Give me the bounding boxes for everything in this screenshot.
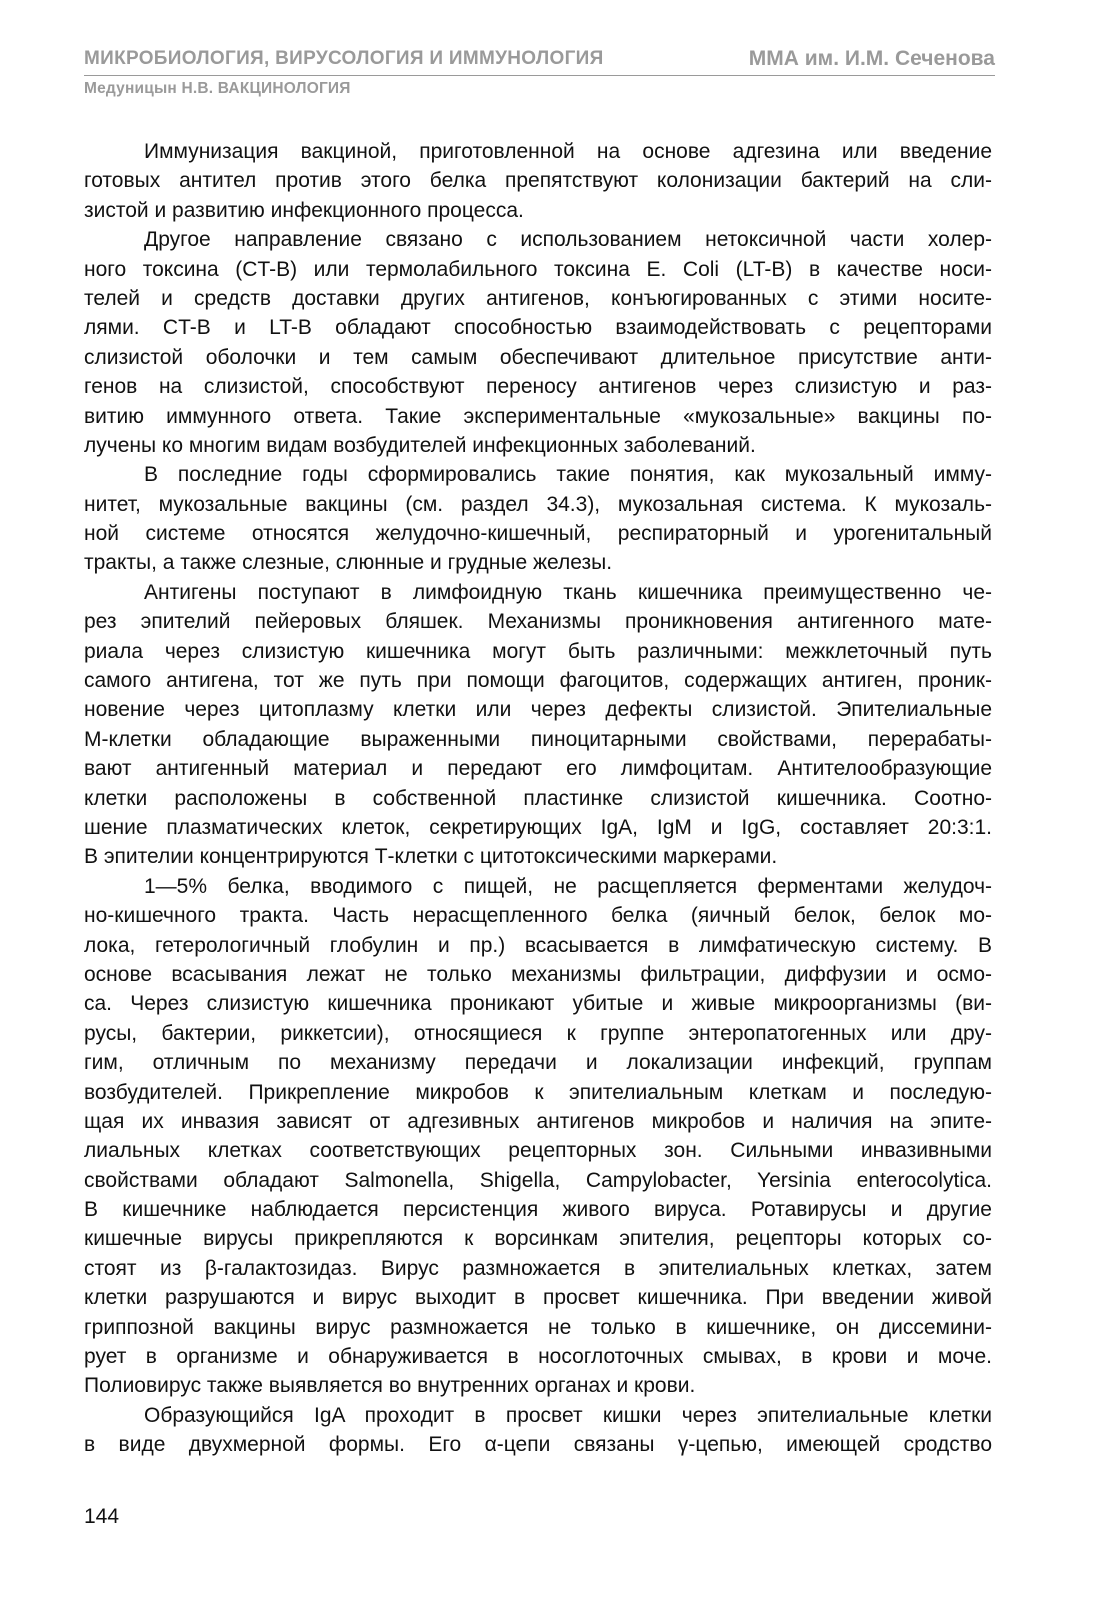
text-line: щая их инвазия зависят от адгезивных антигенов микробов и наличия на эпите- [84,1109,992,1133]
text-line: в виде двухмерной формы. Его α-цепи связаны γ-цепью, имеющей сродство [84,1433,992,1457]
text-line: ной системе относятся желудочно-кишечный, респираторный и урогенитальный [84,522,992,546]
text-line: вают антигенный материал и передают его лимфоцитам. Антителообразующие [84,757,992,781]
text-line: готовых антител против этого белка препятствуют колонизации бактерий на сли- [84,169,992,193]
paragraph [84,137,992,225]
text-line: В кишечнике наблюдается персистенция живого вируса. Ротавирусы и другие [84,1198,992,1222]
text-line: самого антигена, тот же путь при помощи фагоцитов, содержащих антиген, проник- [84,669,992,693]
text-line: риала через слизистую кишечника могут быть различными: межклеточный путь [84,639,992,663]
text-line: Образующийся IgA проходит в просвет кишки через эпителиальные клетки [144,1403,992,1427]
text-line: генов на слизистой, способствуют переносу антигенов через слизистую и раз- [84,375,992,399]
text-line: са. Через слизистую кишечника проникают убитые и живые микроорганизмы (ви- [84,992,992,1016]
paragraph [84,872,992,1401]
header-subtitle: Медуницын Н.В. ВАКЦИНОЛОГИЯ [84,80,351,97]
header-right-title: ММА им. И.М. Сеченова [748,47,995,70]
text-line: рез эпителий пейеровых бляшек. Механизмы проникновения антигенного мате- [84,610,992,634]
text-line: тракты, а также слезные, слюнные и грудные железы. [84,551,613,575]
header-left-title: МИКРОБИОЛОГИЯ, ВИРУСОЛОГИЯ И ИММУНОЛОГИЯ [84,48,604,69]
text-line: лока, гетерологичный глобулин и пр.) всасывается в лимфатическую систему. В [84,933,992,957]
text-line: основе всасывания лежат не только механизмы фильтрации, диффузии и осмо- [84,962,992,986]
text-line: нитет, мукозальные вакцины (см. раздел 34.3), мукозальная система. К мукозаль- [84,492,992,516]
text-line: клетки расположены в собственной пластинке слизистой кишечника. Соотно- [84,786,992,810]
text-line: стоят из β-галактозидаз. Вирус размножается в эпителиальных клетках, затем [84,1256,992,1280]
text-line: возбудителей. Прикрепление микробов к эпителиальным клеткам и последую- [84,1080,992,1104]
text-line: зистой и развитию инфекционного процесса. [84,198,524,222]
text-line: Другое направление связано с использованием нетоксичной части холер- [144,228,992,252]
page-number: 144 [84,1505,120,1528]
text-line: лями. CT-B и LT-B обладают способностью взаимодействовать с рецепторами [84,316,992,340]
paragraph [84,1401,992,1460]
text-line: В последние годы сформировались такие понятия, как мукозальный имму- [144,463,992,487]
text-line: но-кишечного тракта. Часть нерасщепленного белка (яичный белок, белок мо- [84,904,992,928]
text-line: рует в организме и обнаруживается в носоглоточных смывах, в крови и моче. [84,1345,992,1369]
paragraph [84,460,992,578]
running-header [84,48,995,76]
text-line: В эпителии концентрируются Т-клетки с цитотоксическими маркерами. [84,845,778,869]
text-line: 1—5% белка, вводимого с пищей, не расщепляется ферментами желудоч- [144,874,992,898]
text-line: гим, отличным по механизму передачи и локализации инфекций, группам [84,1051,992,1075]
text-line: клетки разрушаются и вирус выходит в просвет кишечника. При введении живой [84,1286,992,1310]
body-text [84,137,992,1460]
text-line: ного токсина (CT-B) или термолабильного токсина E. Coli (LT-B) в качестве носи- [84,257,992,281]
text-line: Полиовирус также выявляется во внутренних органах и крови. [84,1374,696,1398]
text-line: лиальных клетках соответствующих рецепторных зон. Сильными инвазивными [84,1139,992,1163]
text-line: Иммунизация вакциной, приготовленной на основе адгезина или введение [144,140,992,163]
paragraph [84,578,992,872]
text-line: лучены ко многим видам возбудителей инфекционных заболеваний. [84,433,756,457]
text-line: телей и средств доставки других антигенов, конъюгированных с этими носите- [84,286,992,310]
text-line: шение плазматических клеток, секретирующих IgA, IgM и IgG, составляет 20:3:1. [84,815,992,839]
paragraph [84,225,992,460]
text-line: гриппозной вакцины вирус размножается не только в кишечнике, он диссемини- [84,1315,992,1339]
text-line: витию иммунного ответа. Такие экспериментальные «мукозальные» вакцины по- [84,404,992,428]
text-line: М-клетки обладающие выраженными пиноцитарными свойствами, перерабаты- [84,727,992,751]
text-line: русы, бактерии, риккетсии), относящиеся к группе энтеропатогенных или дру- [84,1021,992,1045]
text-line: новение через цитоплазму клетки или через дефекты слизистой. Эпителиальные [84,698,992,722]
text-line: слизистой оболочки и тем самым обеспечивают длительное присутствие анти- [84,345,992,369]
text-line: свойствами обладают Salmonella, Shigella, Campylobacter, Yersinia enterocolytica. [84,1168,992,1192]
text-line: кишечные вирусы прикрепляются к ворсинкам эпителия, рецепторы которых со- [84,1227,992,1251]
text-line: Антигены поступают в лимфоидную ткань кишечника преимущественно че- [144,580,992,604]
